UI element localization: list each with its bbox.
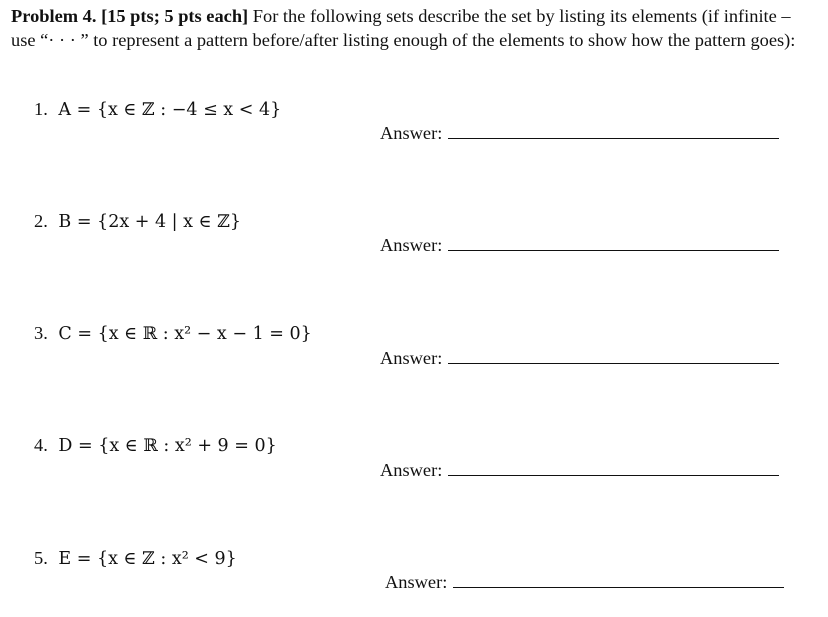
answer-label: Answer: <box>380 460 443 480</box>
answer-row-2 <box>380 233 779 257</box>
answer-label: Answer: <box>380 123 443 143</box>
problem-instructions: For the following sets describe the set by listing its elements (if infinite – use “· · · ” to represent a pattern before/after listing enough of the elements to show how the pattern goes): <box>11 6 796 50</box>
set-expression: C = {x ∈ ℝ : x² − x − 1 = 0} <box>58 324 312 344</box>
item-number: 5. <box>34 548 48 568</box>
item-number: 4. <box>34 435 48 455</box>
problem-item-3 <box>34 321 312 346</box>
answer-blank[interactable] <box>448 121 779 139</box>
answer-blank[interactable] <box>448 233 779 251</box>
set-expression: D = {x ∈ ℝ : x² + 9 = 0} <box>58 436 277 456</box>
problem-statement <box>11 4 811 52</box>
problem-heading: Problem 4. [15 pts; 5 pts each] <box>11 6 249 26</box>
problem-item-2 <box>34 209 241 234</box>
answer-row-5 <box>385 570 784 594</box>
set-expression: A = {x ∈ ℤ : −4 ≤ x < 4} <box>58 100 282 120</box>
problem-item-1 <box>34 97 281 122</box>
answer-label: Answer: <box>385 572 448 592</box>
answer-label: Answer: <box>380 348 443 368</box>
answer-label: Answer: <box>380 235 443 255</box>
answer-row-3 <box>380 346 779 370</box>
answer-row-1 <box>380 121 779 145</box>
item-number: 1. <box>34 99 48 119</box>
problem-item-4 <box>34 433 277 458</box>
item-number: 2. <box>34 211 48 231</box>
problem-item-5 <box>34 546 237 571</box>
answer-blank[interactable] <box>453 570 784 588</box>
item-number: 3. <box>34 323 48 343</box>
answer-row-4 <box>380 458 779 482</box>
set-expression: E = {x ∈ ℤ : x² < 9} <box>58 549 237 569</box>
answer-blank[interactable] <box>448 346 779 364</box>
answer-blank[interactable] <box>448 458 779 476</box>
set-expression: B = {2x + 4 | x ∈ ℤ} <box>58 212 241 232</box>
